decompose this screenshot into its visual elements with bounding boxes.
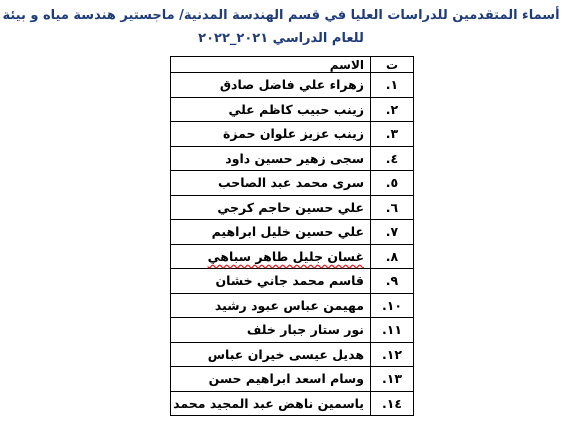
table-row xyxy=(171,342,414,367)
row-number: ١١. xyxy=(371,318,414,343)
row-number: ٤. xyxy=(371,146,414,171)
row-number: ٦. xyxy=(371,195,414,220)
table-header-row xyxy=(171,57,414,73)
applicants-table xyxy=(170,56,414,416)
document-title: أسماء المتقدمين للدراسات العليا في قسم الهندسة المدنية/ ماجستير هندسة مياه و بيئة xyxy=(2,8,560,23)
row-number: ٩. xyxy=(371,269,414,294)
row-number: ١. xyxy=(371,73,414,98)
row-number: ١٣. xyxy=(371,367,414,392)
applicant-name: هديل عيسى خيران عباس xyxy=(171,342,371,367)
table-row xyxy=(171,97,414,122)
row-number: ٥. xyxy=(371,171,414,196)
table-row xyxy=(171,318,414,343)
academic-year-subtitle: للعام الدراسي ٢٠٢١_٢٠٢٢ xyxy=(198,31,364,46)
header-name: الاسم xyxy=(171,57,371,73)
row-number: ٣. xyxy=(371,122,414,147)
applicant-name: سجى زهير حسين داود xyxy=(171,146,371,171)
table-row xyxy=(171,244,414,269)
row-number: ٧. xyxy=(371,220,414,245)
applicant-name: قاسم محمد جاني خشان xyxy=(171,269,371,294)
table-row xyxy=(171,171,414,196)
applicant-name: مهيمن عباس عبود رشيد xyxy=(171,293,371,318)
table-row xyxy=(171,293,414,318)
applicant-name: وسام اسعد ابراهيم حسن xyxy=(171,367,371,392)
header-number: ت xyxy=(371,57,414,73)
applicant-name: زينب عزيز علوان حمزة xyxy=(171,122,371,147)
table-row xyxy=(171,146,414,171)
row-number: ٨. xyxy=(371,244,414,269)
row-number: ١٢. xyxy=(371,342,414,367)
table-row xyxy=(171,220,414,245)
table-row xyxy=(171,367,414,392)
applicant-name: ياسمين ناهض عبد المجيد محمد xyxy=(171,391,371,416)
row-number: ٢. xyxy=(371,97,414,122)
row-number: ١٠. xyxy=(371,293,414,318)
table-row xyxy=(171,195,414,220)
applicant-name-text: غسان جليل طاهر سباهي xyxy=(207,248,364,264)
table-row xyxy=(171,269,414,294)
table-row xyxy=(171,73,414,98)
table-row xyxy=(171,122,414,147)
applicant-name: علي حسين حاجم كرجي xyxy=(171,195,371,220)
applicant-name: زهراء علي فاضل صادق xyxy=(171,73,371,98)
applicant-name: نور ستار جبار خلف xyxy=(171,318,371,343)
applicant-name xyxy=(171,244,371,269)
row-number: ١٤. xyxy=(371,391,414,416)
table-row xyxy=(171,391,414,416)
applicant-name: زينب حبيب كاظم علي xyxy=(171,97,371,122)
applicant-name: علي حسين خليل ابراهيم xyxy=(171,220,371,245)
applicant-name: سرى محمد عبد الصاحب xyxy=(171,171,371,196)
